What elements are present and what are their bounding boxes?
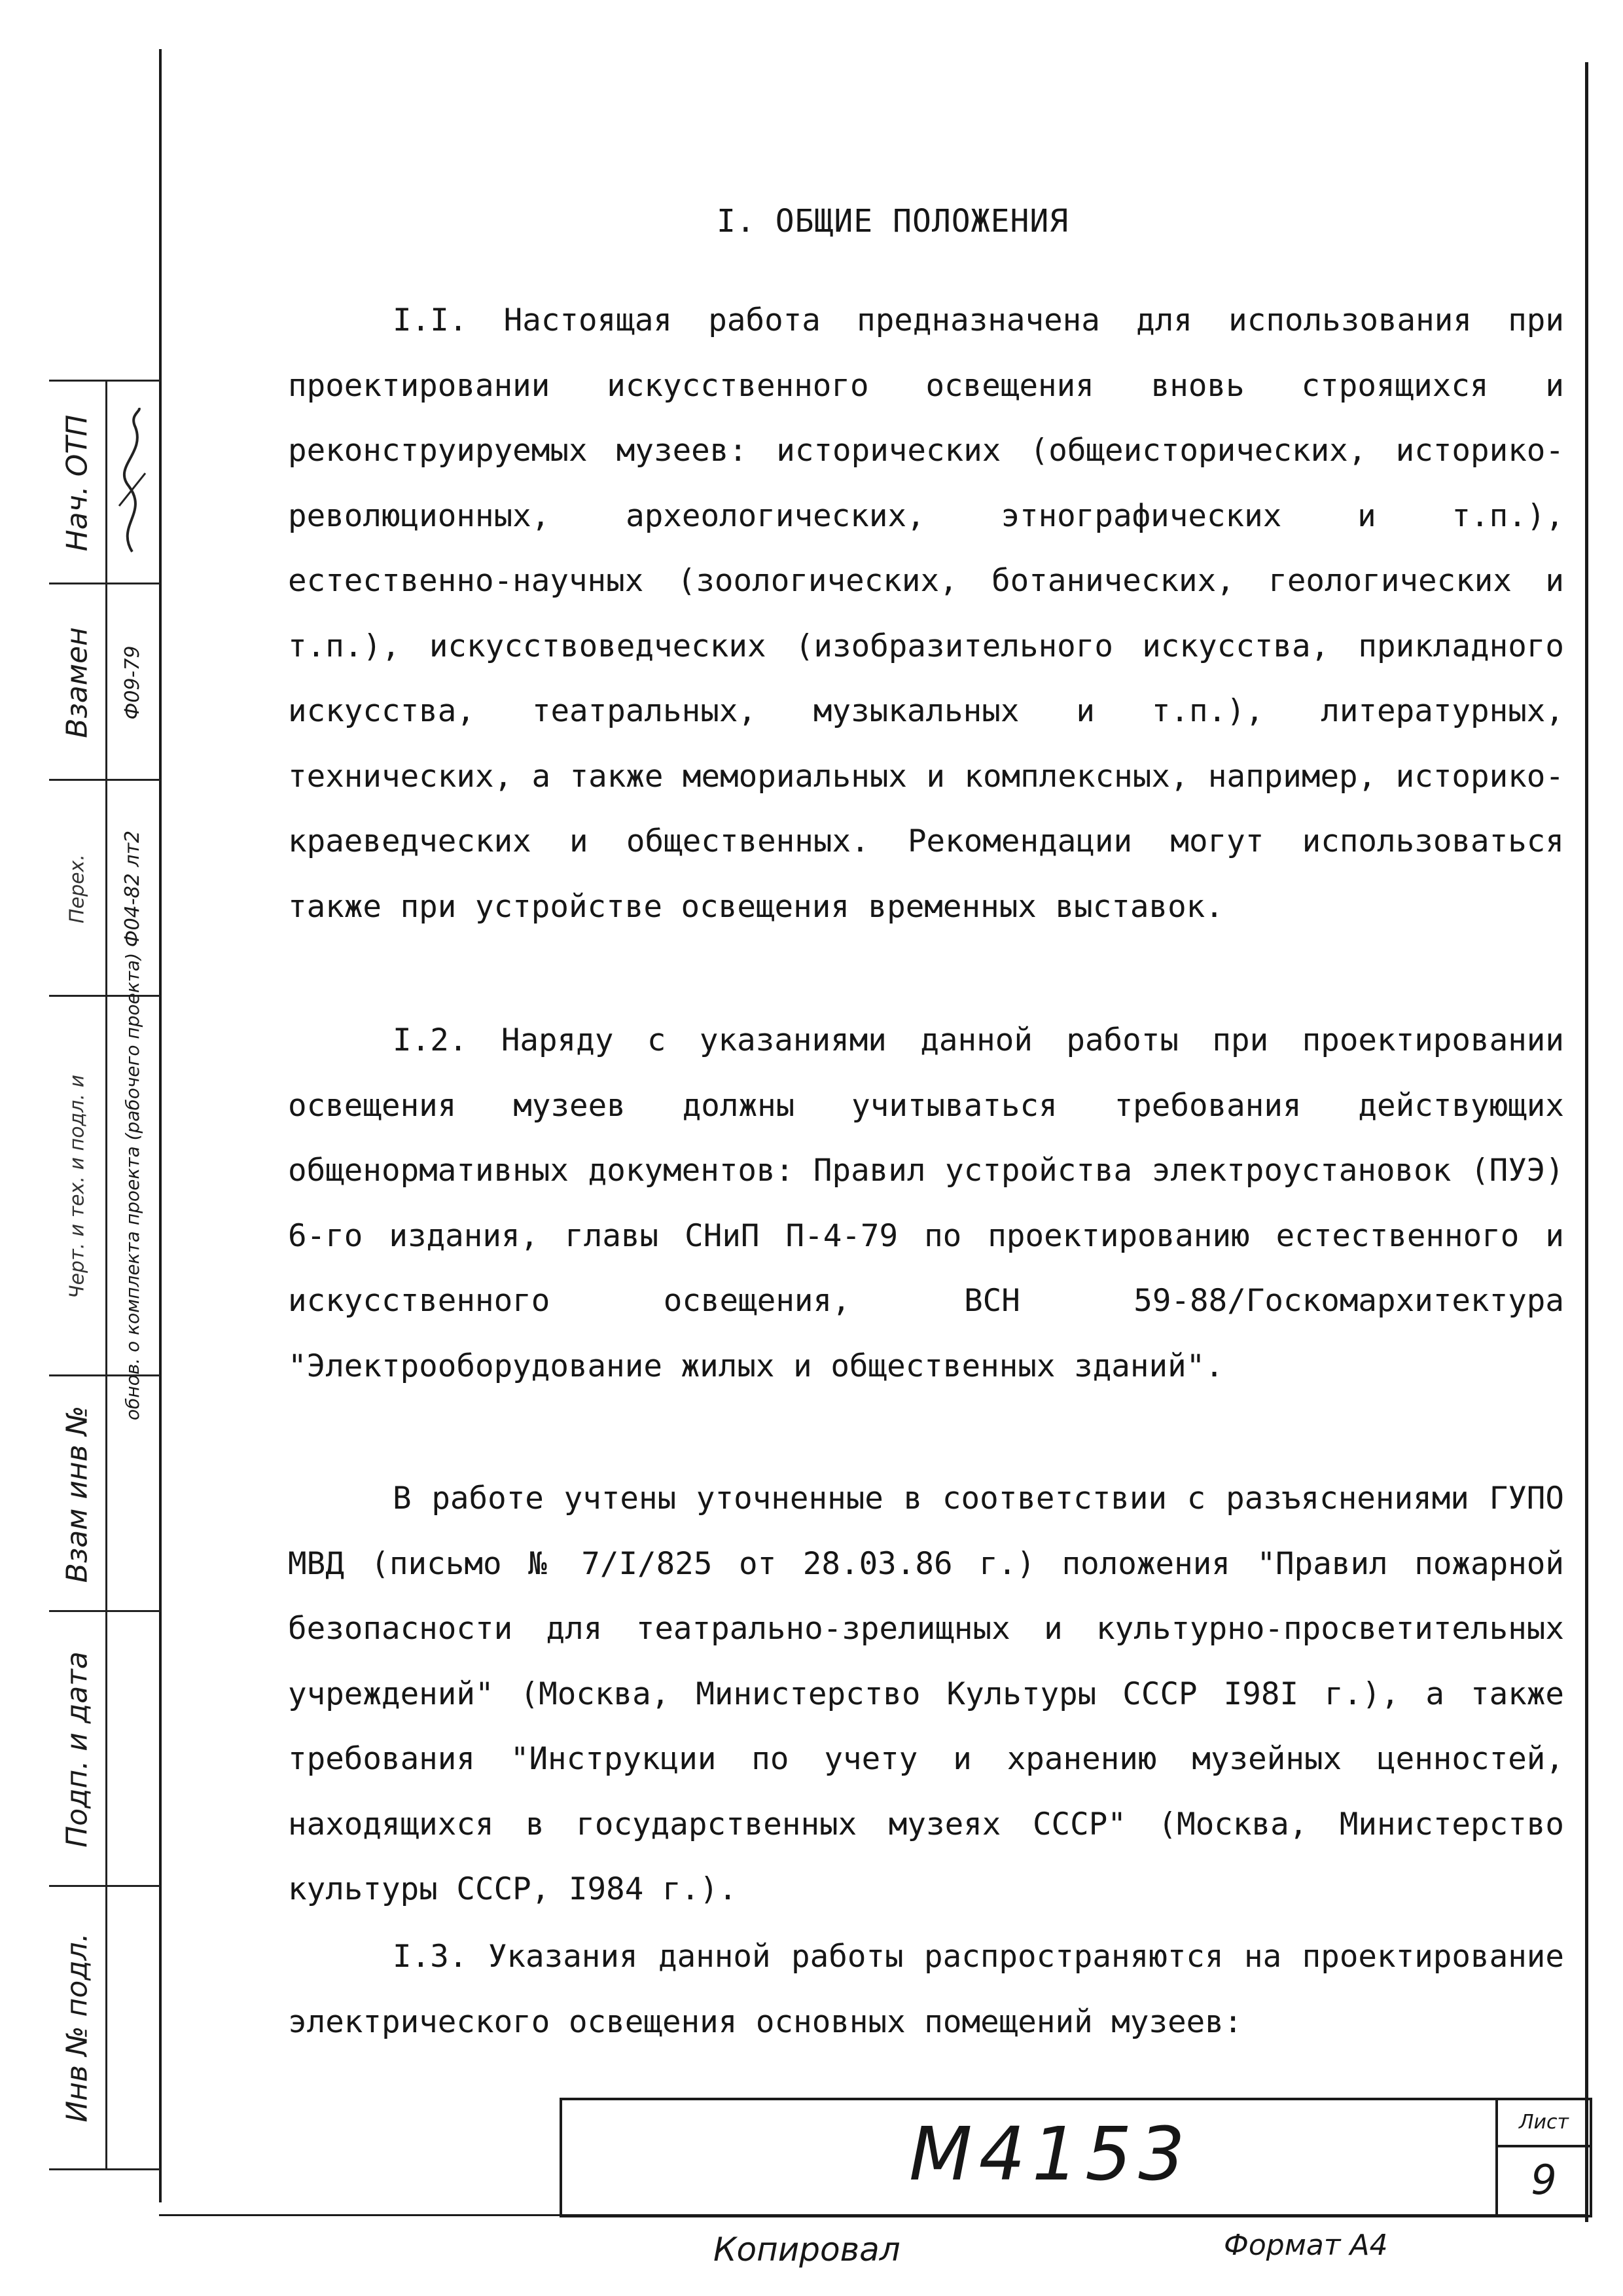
stamp-vzamen-value: Ф09-79	[121, 645, 144, 720]
paragraph-1-2: I.2. Наряду с указаниями данной работы при проектировании освещения музеев должны учитываться требования действующих общенормативных документов: Правил устройства электроустановок (ПУЭ) 6-го издания, главы СНиП П-4-79 по проектированию естественного и искусственного освещения, ВСН 59-88/Госкомархитектура "Электрооборудование жилых и общественных зданий".	[288, 1022, 1564, 1384]
stamp-podp-data: Подп. и дата	[60, 1651, 94, 1848]
paragraph-fire-rules: В работе учтены уточненные в соответствии с разъяснениями ГУПО МВД (письмо № 7/I/825 от 28.03.86 г.) положения "Правил пожарной безопасности для театрально-зрелищных и культурно-просветительных учреждений" (Москва, Министерство Культуры СССР I98I г.), а также требования "Инструкции по учету и хранению музейных ценностей, находящихся в государственных музеях СССР" (Москва, Министерство культуры СССР, I984 г.).	[288, 1480, 1564, 1907]
document-code: М4153	[909, 2112, 1192, 2197]
stamp-cell-vzamen	[49, 583, 160, 781]
format-label: Формат А4	[1224, 2229, 1388, 2262]
stamp-vzam-inv: Взам инв №	[60, 1405, 94, 1583]
signature-mark	[109, 408, 155, 558]
stamp-column	[49, 380, 160, 2166]
stamp-pereh: Перех.	[65, 854, 89, 924]
stamp-cell-inv-podl	[49, 1885, 160, 2170]
stamp-cell-nach-otp	[49, 380, 160, 584]
copied-by-label: Копировал	[713, 2231, 901, 2269]
section-heading: I. ОБЩИЕ ПОЛОЖЕНИЯ	[717, 203, 1069, 240]
stamp-pereh-value: Ф04-82 лт2	[121, 830, 144, 948]
stamp-inv-podl: Инв № подл.	[60, 1933, 94, 2123]
sheet-number: 9	[1531, 2156, 1557, 2204]
stamp-nach-otp: Нач. ОТП	[60, 414, 94, 552]
stamp-cell-podp-data	[49, 1610, 160, 1887]
paragraph-1-1: I.I. Настоящая работа предназначена для использования при проектировании искусственного освещения вновь строящихся и реконструируемых музеев: исторических (общеисторических, историко-революционных, археологических, этнографических и т.п.), естественно-научных (зоологических, ботанических, геологических и т.п.), искусствоведческих (изобразительного искусства, прикладного искусства, театральных, музыкальных и т.п.), литературных, технических, а также мемориальных и комплексных, например, историко-краеведческих и общественных. Рекомендации могут использоваться также при устройстве освещения временных выставок.	[288, 302, 1564, 925]
stamp-cell-vzam-inv	[49, 1374, 160, 1612]
right-frame-line	[1585, 62, 1588, 2222]
sheet-label: Лист	[1498, 2100, 1590, 2147]
stamp-vzamen: Взамен	[60, 627, 94, 738]
stamp-tirazh-value: обнов. о комплекта проекта (рабочего проекта)	[122, 952, 143, 1421]
paragraph-1-3: I.3. Указания данной работы распространяются на проектирование электрического освещения основных помещений музеев:	[288, 1939, 1564, 2040]
sheet-cell	[1495, 2100, 1590, 2215]
stamp-cell-tirazh	[49, 952, 160, 1421]
title-block	[560, 2098, 1592, 2217]
stamp-tirazh: Черт. и тех. и подл. и	[65, 1075, 89, 1299]
